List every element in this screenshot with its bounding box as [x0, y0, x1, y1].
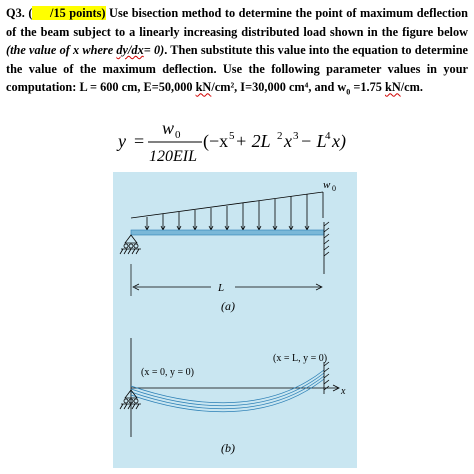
right-boundary-label: (x = L, y = 0) [273, 353, 328, 364]
svg-text:0: 0 [332, 184, 336, 193]
svg-text:5: 5 [229, 130, 235, 142]
figure-background [113, 172, 357, 468]
svg-text:w: w [323, 179, 331, 191]
equation-denominator: 120EIL [149, 148, 197, 164]
beam-figure [113, 172, 357, 468]
svg-text:x): x) [332, 131, 346, 151]
svg-text:4: 4 [325, 130, 331, 142]
question-number: Q3. ( [6, 6, 33, 20]
caption-b: (b) [221, 441, 235, 455]
left-boundary-label: (x = 0, y = 0) [141, 367, 194, 378]
svg-text:y: y [118, 131, 126, 151]
question-text: Q3. ( /15 points) Use bisection method to determine the point of maximum deflection of the beam subject to a linearly increasing distributed load shown in the figure below (the value of x where dy/dx= 0). Then substitute this value into the equation to determine the value of the maximum deflection. Use the following parameter values in your computation: L = 600 cm, E=50,000 kN/cm², I=30,000 cm⁴, and $w_0 =1.75$ kN/cm. [6, 6, 468, 97]
deflection-equation [0, 118, 474, 164]
svg-text:0: 0 [175, 129, 181, 141]
span-label: L [218, 282, 225, 294]
equation-numerator: w [162, 118, 175, 138]
svg-text:3: 3 [293, 130, 299, 142]
svg-text:x: x [284, 131, 292, 151]
points-field[interactable]: /15 points) [32, 6, 106, 20]
axis-x-label: x [341, 386, 346, 397]
caption-a: (a) [221, 299, 235, 313]
svg-text:=: = [134, 131, 145, 151]
svg-text:− L: − L [300, 131, 327, 151]
beam-a [131, 230, 324, 235]
svg-text:(−x: (−x [203, 131, 229, 151]
svg-text:2: 2 [277, 130, 283, 142]
dydx-term: dy/dx [116, 43, 144, 58]
svg-text:+ 2L: + 2L [235, 131, 271, 151]
